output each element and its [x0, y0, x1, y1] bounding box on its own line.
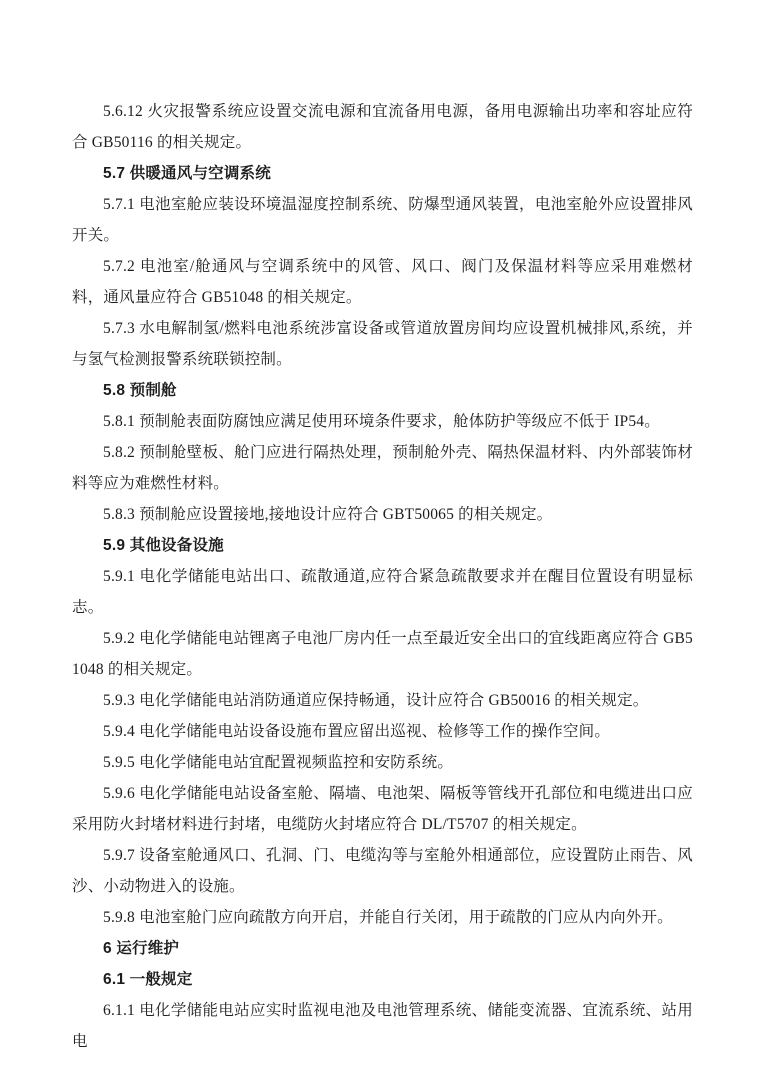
clause-paragraph-5.9.8: 5.9.8 电池室舱门应向疏散方向开启，并能自行关闭，用于疏散的门应从内向外开。: [103, 909, 673, 926]
clause-paragraph-5.9.7: 5.9.7 设备室舱通风口、孔洞、门、电缆沟等与室舱外相通部位，应设置防止雨告、风沙、小动物进入的设施。: [72, 847, 693, 895]
clause-paragraph-5.9.3: 5.9.3 电化学储能电站消防通道应保持畅通，设计应符合 GB50016 的相关规定。: [103, 692, 649, 709]
document-body: [72, 96, 693, 1057]
clause-paragraph-5.6.12: 5.6.12 火灾报警系统应设置交流电源和宜流备用电源，备用电源输出功率和容址应符合 GB50116 的相关规定。: [72, 103, 693, 151]
section-heading-6.1: 6.1 一般规定: [103, 971, 193, 988]
clause-paragraph-5.7.1: 5.7.1 电池室舱应装设环境温湿度控制系统、防爆型通风装置，电池室舱外应设置排风开关。: [72, 196, 693, 244]
section-heading-6: 6 运行维护: [103, 940, 180, 957]
clause-paragraph-6.1.1: 6.1.1 电化学储能电站应实时监视电池及电池管理系统、储能变流器、宜流系统、站用电: [72, 1002, 693, 1050]
clause-paragraph-5.9.1: 5.9.1 电化学储能电站出口、疏散通道,应符合紧急疏散要求并在醒目位置设有明显标志。: [72, 568, 693, 616]
clause-paragraph-5.8.2: 5.8.2 预制舱壁板、舱门应进行隔热处理，预制舱外壳、隔热保温材料、内外部装饰材料等应为难燃性材料。: [72, 444, 693, 492]
clause-paragraph-5.9.6: 5.9.6 电化学储能电站设备室舱、隔墙、电池架、隔板等管线开孔部位和电缆进出口应采用防火封堵材料进行封堵，电缆防火封堵应符合 DL/T5707 的相关规定。: [72, 785, 693, 833]
section-heading-5.9: 5.9 其他设备设施: [103, 537, 224, 554]
clause-paragraph-5.8.1: 5.8.1 预制舱表面防腐蚀应满足使用环境条件要求，舱体防护等级应不低于 IP54。: [103, 413, 660, 430]
section-heading-5.8: 5.8 预制舱: [103, 382, 177, 399]
clause-paragraph-5.9.4: 5.9.4 电化学储能电站设备设施布置应留出巡视、检修等工作的操作空间。: [103, 723, 611, 740]
clause-paragraph-5.8.3: 5.8.3 预制舱应设置接地,接地设计应符合 GBT50065 的相关规定。: [103, 506, 553, 523]
section-heading-5.7: 5.7 供暖通风与空调系统: [103, 165, 271, 182]
clause-paragraph-5.7.3: 5.7.3 水电解制氢/燃料电池系统涉富设备或管道放置房间均应设置机械排风,系统，并与氢气检测报警系统联锁控制。: [72, 320, 693, 368]
clause-paragraph-5.9.5: 5.9.5 电化学储能电站宜配置视频监控和安防系统。: [103, 754, 454, 771]
clause-paragraph-5.9.2: 5.9.2 电化学储能电站锂离子电池厂房内任一点至最近安全出口的宜线距离应符合 GB51048 的相关规定。: [72, 630, 693, 678]
clause-paragraph-5.7.2: 5.7.2 电池室/舱通风与空调系统中的风管、风口、阀门及保温材料等应采用难燃材料，通风量应符合 GB51048 的相关规定。: [72, 258, 693, 306]
